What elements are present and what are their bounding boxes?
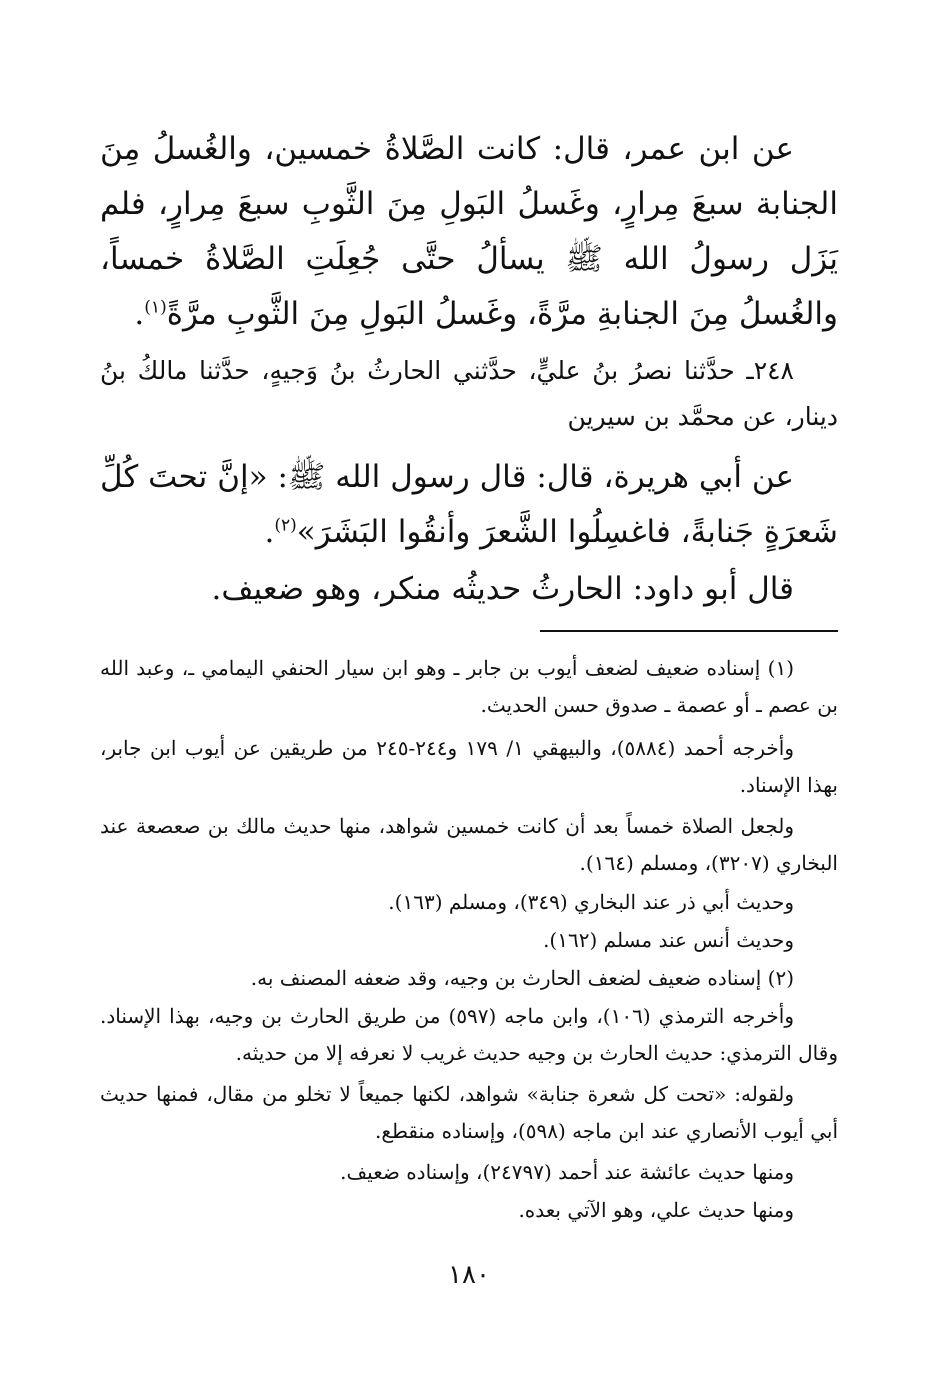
abu-dawud-comment: قال أبو داود: الحارثُ حديثُه منكر، وهو ضعيف. — [211, 571, 794, 607]
footnote-2-takhrij: وأخرجه الترمذي (١٠٦)، وابن ماجه (٥٩٧) من طريق الحارث بن وجيه، بهذا الإسناد. وقال الترمذي: حديث الحارث بن وجيه حديث غريب لا نعرفه إلا من حديثه. — [100, 1004, 838, 1065]
footnote-1-anas: وحديث أنس عند مسلم (١٦٢). — [543, 928, 794, 952]
page-number: ١٨٠ — [448, 1260, 490, 1290]
hadith-248-matn — [100, 450, 838, 560]
hadith-text: عن ابن عمر، قال: كانت الصَّلاةُ خمسين، والغُسلُ مِنَ الجنابة سبعَ مِرارٍ، وغَسلُ البَولِ مِنَ الثَّوبِ سبعَ مِرارٍ، فلم يَزَل رسولُ الله ﷺ يسألُ حتَّى جُعِلَتِ الصَّلاةُ خمساً، والغُسلُ مِنَ الجنابةِ مرَّةً، وغَسلُ البَولِ مِنَ الثَّوبِ مرَّةً — [100, 131, 838, 332]
footnote-2: (٢) إسناده ضعيف لضعف الحارث بن وجيه، وقد ضعفه المصنف به. — [250, 966, 794, 990]
hadith-248-isnad: ٢٤٨ـ حدَّثنا نصرُ بنُ عليٍّ، حدَّثني الحارثُ بنُ وَجيهٍ، حدَّثنا مالكُ بنُ دينار، عن محمَّد بن سيرين — [100, 356, 838, 431]
footnote-2-shawahid: ولقوله: «تحت كل شعرة جنابة» شواهد، لكنها جميعاً لا تخلو من مقال، فمنها حديث أبي أيوب الأنصاري عند ابن ماجه (٥٩٨)، وإسناده منقطع. — [100, 1082, 838, 1143]
footnote-ref-2[interactable]: (٢) — [274, 515, 297, 536]
sentence-end: . — [134, 296, 145, 332]
footnote-separator — [540, 630, 838, 632]
footnote-ref-1[interactable]: (١) — [144, 297, 167, 318]
footnote-1-abu-dhar: وحديث أبي ذر عند البخاري (٣٤٩)، ومسلم (١٦٣). — [388, 890, 794, 914]
sentence-end: . — [264, 514, 275, 550]
footnote-1-takhrij: وأخرجه أحمد (٥٨٨٤)، والبيهقي ١/ ١٧٩ و٢٤٤-٢٤٥ من طريقين عن أيوب ابن جابر، بهذا الإسناد. — [100, 736, 838, 797]
footnote-1: (١) إسناده ضعيف لضعف أيوب بن جابر ـ وهو ابن سيار الحنفي اليمامي ـ، وعبد الله بن عصم ـ أو عصمة ـ صدوق حسن الحديث. — [100, 656, 838, 717]
footnote-2-ali: ومنها حديث علي، وهو الآتي بعده. — [518, 1198, 794, 1222]
footnote-1-shawahid: ولجعل الصلاة خمساً بعد أن كانت خمسين شواهد، منها حديث مالك بن صعصعة عند البخاري (٣٢٠٧)، ومسلم (١٦٤). — [100, 814, 838, 875]
hadith-text-continuation — [100, 122, 838, 342]
hadith-text: عن أبي هريرة، قال: قال رسول الله ﷺ: «إنَّ تحتَ كُلِّ شَعرَةٍ جَنابةً، فاغسِلُوا الشَّعرَ وأنقُوا البَشَرَ» — [100, 459, 838, 550]
footnote-2-aisha: ومنها حديث عائشة عند أحمد (٢٤٧٩٧)، وإسناده ضعيف. — [340, 1160, 794, 1184]
